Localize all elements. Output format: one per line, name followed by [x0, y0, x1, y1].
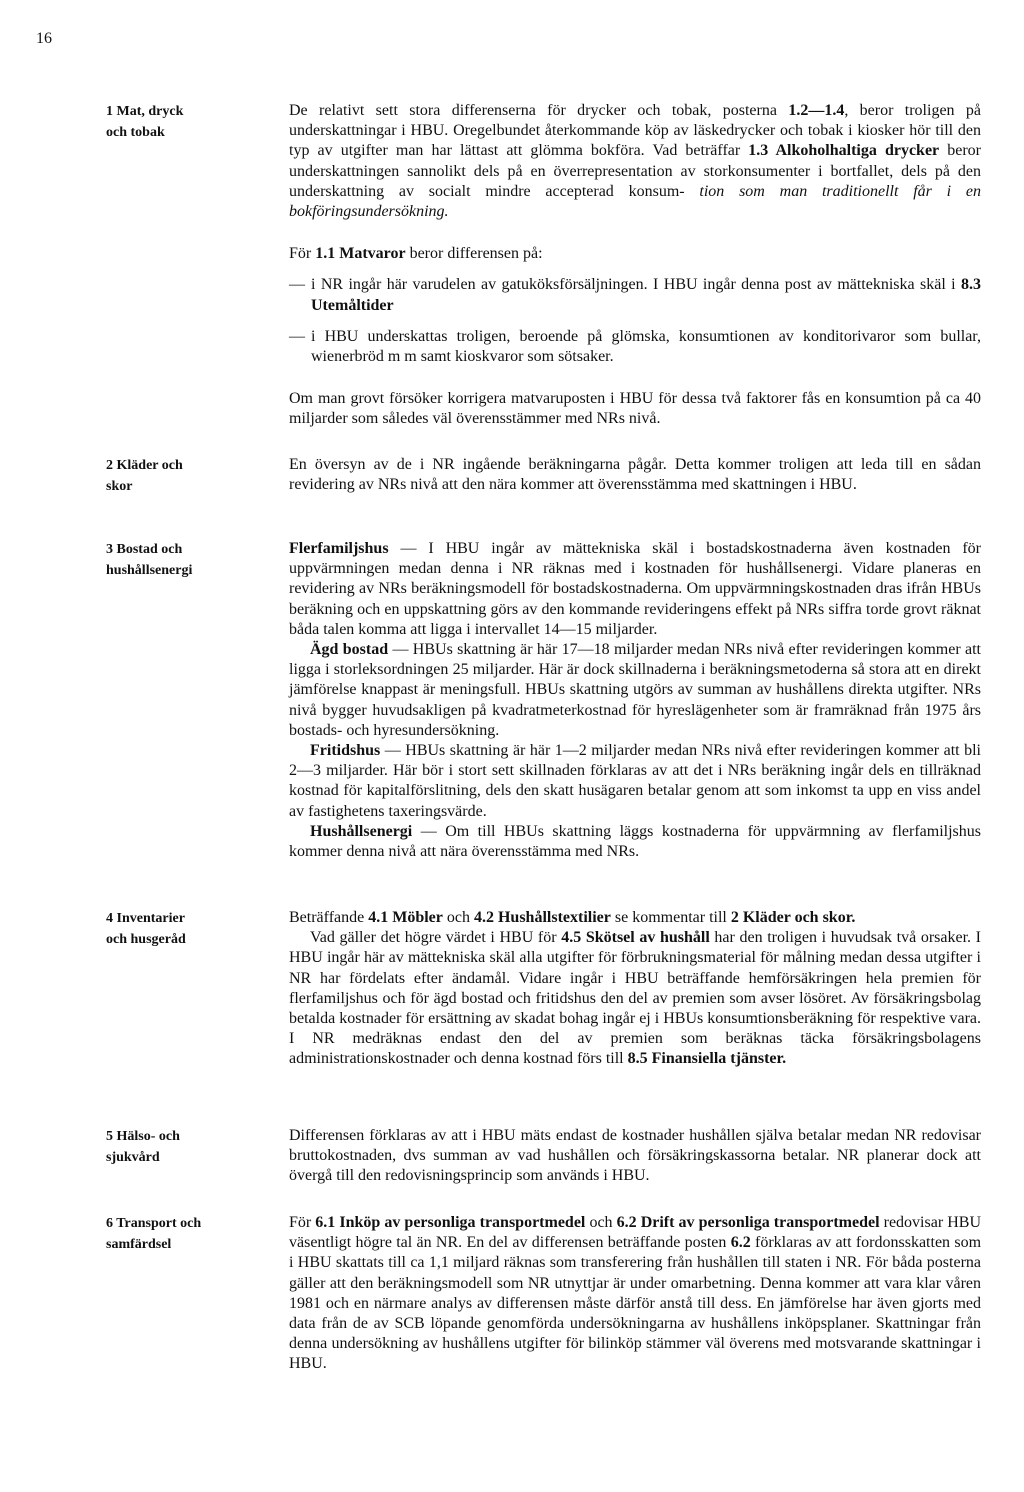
- paragraph: De relativt sett stora differenserna för drycker och tobak, posterna 1.2—1.4, beror troligen på underskattningar i HBU. Oregelbundet återkommande köp av läskedrycker och tobak i kiosker hör till den typ av utgifter man har lättast att glömma bokföra. Vad beträffar 1.3 Alkoholhaltiga drycker beror underskattningen sannolikt dels på en överrepresentation av storkonsumenter i bortfallet, dels på den underskattning av socialt mindre accepterad konsum- tion som man traditionellt får i en bokföringsundersökning.: [289, 102, 982, 221]
- paragraph: Beträffande 4.1 Möbler och 4.2 Hushållstextilier se kommentar till 2 Kläder och skor.: [289, 909, 856, 926]
- paragraph: Differensen förklaras av att i HBU mäts endast de kostnader hushållen själva betalar medan NR redovisar bruttokostnaden, dvs summan av vad hushållen och försäkringskassorna betalar. NR planerar dock att övergå till den redovisningsprincip som används i HBU.: [289, 1127, 981, 1185]
- paragraph: För 6.1 Inköp av personliga transportmedel och 6.2 Drift av personliga transportmedel redovisar HBU väsentligt högre tal än NR. En del av differensen beträffande posten 6.2 förklaras av att fordonsskatten som i HBU skattats till ca 1,1 miljard räknas som transferering från hushållen till staten i NR. För båda posterna gäller att den beräkningsmodell som NR utnyttjar är under omarbetning. Denna kommer att vara klar våren 1981 och en närmare analys av differensen måste därför anstå till dess. En jämförelse har även gjorts med data från de av SCB löpande genomförda undersökningarna av hushållens inköpsplaner. Skattningar från denna undersökning av hushållens utgifter för bilinköp stämmer väl överens med motsvarande skattningar i HBU.: [289, 1214, 982, 1373]
- list-item: — i HBU underskattas troligen, beroende på glömska, konsumtionen av konditorivaror som bullar, wienerbröd m m samt kioskvaror som sötsaker.: [289, 327, 981, 366]
- section-heading: 1 Mat, dryck och tobak: [106, 104, 184, 140]
- section-heading: 3 Bostad och hushållsenergi: [106, 542, 193, 578]
- page-number: 16: [36, 30, 52, 47]
- section-heading: 5 Hälso- och sjukvård: [106, 1129, 180, 1165]
- section-body: [289, 539, 981, 862]
- section-body: [289, 455, 981, 495]
- list-item: — i NR ingår här varudelen av gatuköksförsäljningen. I HBU ingår denna post av mättekniska skäl i 8.3 Utemåltider: [289, 276, 981, 314]
- section-body: [289, 1213, 981, 1375]
- section-heading: 2 Kläder och skor: [106, 458, 183, 494]
- paragraph: För 1.1 Matvaror beror differensen på:: [289, 245, 543, 263]
- section-heading: 4 Inventarier och husgeråd: [106, 911, 186, 947]
- section-heading: 6 Transport och samfärdsel: [106, 1216, 202, 1252]
- section-body: [289, 101, 981, 430]
- section-body: [289, 1126, 981, 1187]
- paragraph: Ägd bostad — HBUs skattning är här 17—18 miljarder medan NRs nivå efter revideringen kommer att ligga i storleksordningen 25 miljarder. Här är dock skillnaderna i beräkningsmetoderna så stora att en direkt jämförelse knappast är meningsfull. HBUs skattning utgörs av summan av hushållens direkta utgifter. NRs nivå bygger huvudsakligen på kvadratmeterkostnad för hyreslägenheter som är framräknad från 1975 års bostads- och hyresundersökning.: [289, 641, 981, 739]
- paragraph: Flerfamiljshus — I HBU ingår av mättekniska skäl i bostadskostnaderna även kostnaden för uppvärmningen medan denna i NR räknas med i kostnaden för hushållsenergi. Vidare planeras en revidering av NRs beräkningsmodell för bostadskostnaderna. Om uppvärmningskostnaden dras ifrån HBUs beräkning och en uppskattning görs av den kommande revideringens effekt på NRs siffra torde grovt räknat båda talen komma att ligga i intervallet 14—15 miljarder.: [289, 540, 981, 638]
- section-body: [289, 908, 981, 1070]
- paragraph: Fritidshus — HBUs skattning är här 1—2 miljarder medan NRs nivå efter revideringen kommer att bli 2—3 miljarder. Här bör i stort sett skillnaden förklaras av att det i NRs beräkning ingår dels en tillräknad kostnad för kapitalförslitning, dels den skatt husägaren betalar genom att som inkomst ta upp en viss andel av fastighetens taxeringsvärde.: [289, 742, 981, 820]
- paragraph: Om man grovt försöker korrigera matvaruposten i HBU för dessa två faktorer fås en konsumtion på ca 40 miljarder som således väl överensstämmer med NRs nivå.: [289, 390, 981, 428]
- paragraph: En översyn av de i NR ingående beräkningarna pågår. Detta kommer troligen att leda till en sådan revidering av NRs nivå att den nära kommer att överensstämma med skattningen i HBU.: [289, 456, 981, 494]
- paragraph: Hushållsenergi — Om till HBUs skattning läggs kostnaderna för uppvärmning av flerfamiljshus kommer denna nivå att nära överensstämma med NRs.: [289, 822, 981, 861]
- paragraph: Vad gäller det högre värdet i HBU för 4.5 Skötsel av hushåll har den troligen i huvudsak två orsaker. I HBU ingår här av mättekniska skäl alla utgifter för förbrukningsmaterial för målning medan dessa utgifter i NR har fördelats efter ändamål. Vidare ingår i HBU beträffande hemförsäkringen hela premien för flerfamiljshus och för ägd bostad och fritidshus den del av premien som avser lösöret. Av försäkringsbolag betalda kostnader för ersättning av skadat bohag ingår ej i HBUs konsumtionsberäkning för respektive vara. I NR medräknas endast den del av premien som beräknas täcka försäkringsbolagens administrationskostnader och denna kostnad förs till 8.5 Finansiella tjänster.: [289, 929, 981, 1068]
